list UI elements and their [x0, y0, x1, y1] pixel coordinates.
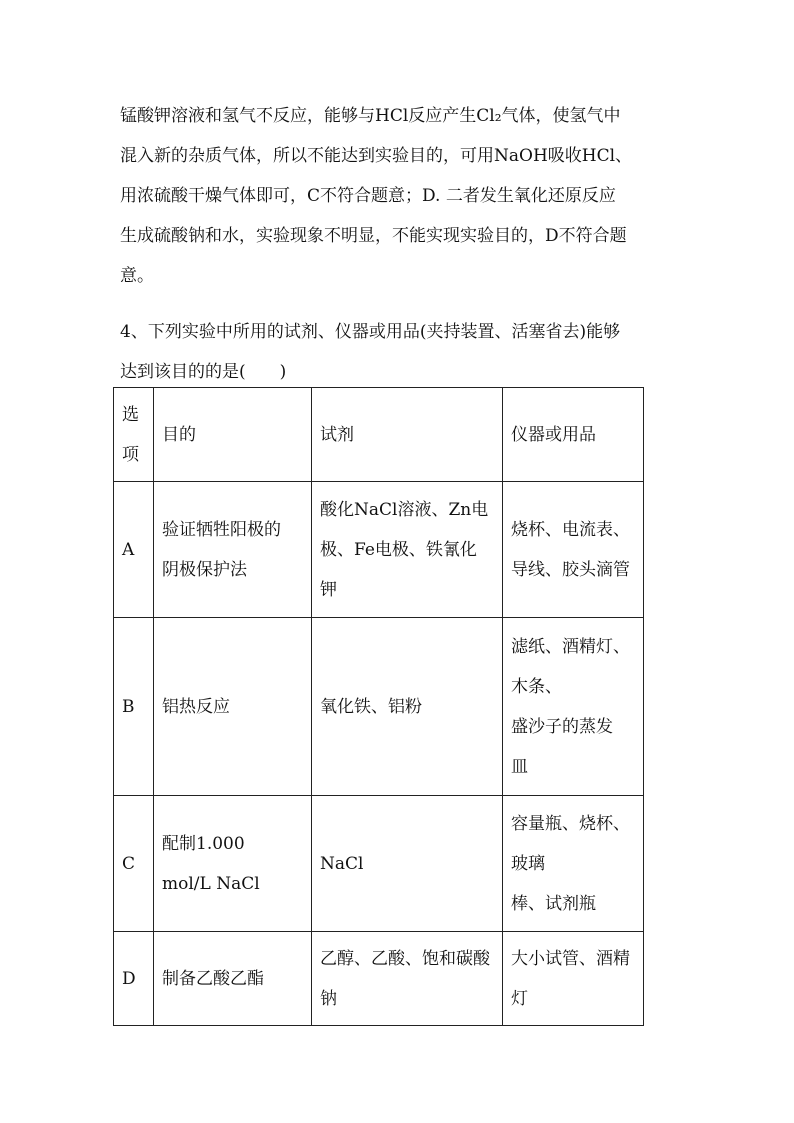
cell-text: 酸化NaCl溶液、Zn电: [320, 499, 489, 520]
reagent-cell: [312, 618, 503, 796]
aim-cell: [154, 932, 312, 1026]
question-line: 4、下列实验中所用的试剂、仪器或用品(夹持装置、活塞省去)能够: [120, 322, 621, 342]
cell-text: 极、Fe电极、铁氰化: [320, 539, 477, 560]
cell-text: 氧化铁、铝粉: [320, 696, 422, 717]
header-equipment-cell: 仪器或用品: [503, 388, 644, 482]
cell-text: NaCl: [320, 853, 364, 874]
explanation-line: 用浓硫酸干燥气体即可，C不符合题意；D. 二者发生氧化还原反应: [120, 186, 616, 206]
cell-text: 棒、试剂瓶: [511, 893, 596, 914]
header-option-text: 选: [122, 404, 139, 425]
option-cell: A: [114, 482, 154, 618]
header-reagent-cell: 试剂: [312, 388, 503, 482]
cell-text: 制备乙酸乙酯: [162, 968, 264, 989]
explanation-line: 意。: [120, 266, 154, 286]
question-stem: [120, 312, 680, 392]
reagent-cell: [312, 482, 503, 618]
equipment-cell: [503, 796, 644, 932]
cell-text: 钾: [320, 579, 337, 600]
question-line: 达到该目的的是( ): [120, 362, 287, 382]
option-cell: B: [114, 618, 154, 796]
table-row: [114, 482, 644, 618]
equipment-cell: [503, 618, 644, 796]
aim-cell: [154, 796, 312, 932]
table-row: [114, 796, 644, 932]
header-option-cell: [114, 388, 154, 482]
aim-cell: [154, 482, 312, 618]
equipment-cell: [503, 482, 644, 618]
cell-text: 导线、胶头滴管: [511, 559, 630, 580]
cell-text: 配制1.000: [162, 833, 245, 854]
option-cell: C: [114, 796, 154, 932]
option-cell: D: [114, 932, 154, 1026]
cell-text: 盛沙子的蒸发: [511, 716, 613, 737]
cell-text: 灯: [511, 988, 528, 1009]
cell-text: 钠: [320, 988, 337, 1009]
cell-text: 烧杯、电流表、: [511, 519, 630, 540]
cell-text: 皿: [511, 756, 528, 777]
cell-text: 大小试管、酒精: [511, 948, 630, 969]
equipment-cell: [503, 932, 644, 1026]
cell-text: 乙醇、乙酸、饱和碳酸: [320, 948, 490, 969]
cell-text: 验证牺牲阳极的: [162, 519, 281, 540]
cell-text: 木条、: [511, 676, 562, 697]
reagent-cell: [312, 796, 503, 932]
reagent-cell: [312, 932, 503, 1026]
cell-text: 铝热反应: [162, 696, 230, 717]
table-row: [114, 618, 644, 796]
header-option-text: 项: [122, 444, 139, 465]
header-aim-cell: 目的: [154, 388, 312, 482]
cell-text: 滤纸、酒精灯、: [511, 636, 630, 657]
table-header-row: [114, 388, 644, 482]
options-table: [113, 387, 644, 1026]
explanation-line: 生成硫酸钠和水，实验现象不明显，不能实现实验目的，D不符合题: [120, 226, 627, 246]
cell-text: 阴极保护法: [162, 559, 247, 580]
cell-text: mol/L NaCl: [162, 873, 260, 894]
cell-text: 玻璃: [511, 853, 545, 874]
explanation-line: 混入新的杂质气体，所以不能达到实验目的，可用NaOH吸收HCl、: [120, 146, 633, 166]
aim-cell: [154, 618, 312, 796]
table-row: [114, 932, 644, 1026]
explanation-paragraph: [120, 96, 680, 296]
explanation-line: 锰酸钾溶液和氢气不反应，能够与HCl反应产生Cl₂气体，使氢气中: [120, 106, 621, 126]
cell-text: 容量瓶、烧杯、: [511, 813, 630, 834]
